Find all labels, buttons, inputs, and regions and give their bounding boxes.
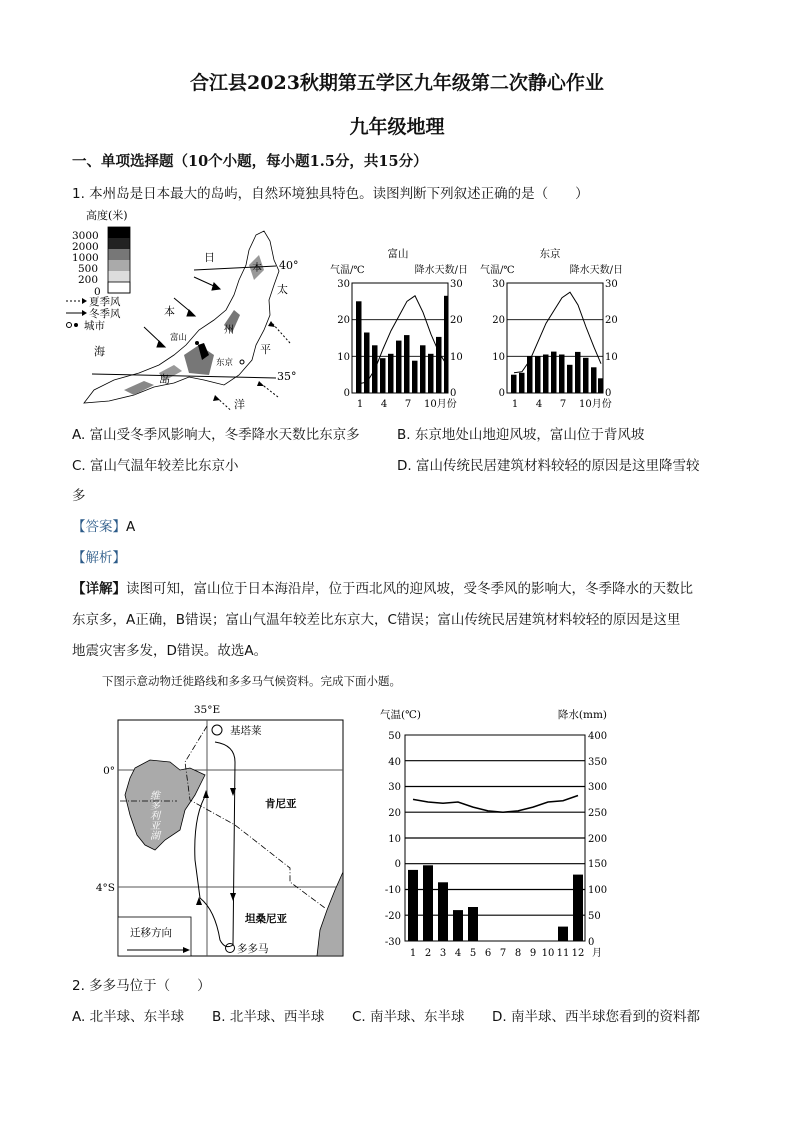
svg-text:5: 5 — [469, 948, 477, 959]
svg-text:1: 1 — [511, 399, 519, 410]
svg-text:50: 50 — [588, 911, 601, 922]
svg-text:200: 200 — [588, 834, 608, 845]
svg-text:35°E: 35°E — [193, 704, 221, 716]
temperature-line — [413, 796, 578, 813]
lake-victoria-shape — [125, 760, 205, 850]
svg-text:本: 本 — [252, 263, 262, 274]
toyama-climate-chart — [330, 245, 470, 413]
svg-text:海: 海 — [94, 345, 105, 358]
svg-text:东京: 东京 — [216, 358, 234, 368]
q2-option-a[interactable]: A. 北半球、东半球 — [72, 1009, 185, 1025]
svg-text:太: 太 — [277, 283, 288, 296]
svg-text:10: 10 — [605, 352, 618, 363]
svg-text:20: 20 — [605, 315, 618, 326]
svg-text:150: 150 — [588, 859, 608, 870]
svg-text:0: 0 — [94, 286, 101, 298]
svg-text:7: 7 — [404, 399, 412, 410]
svg-text:10月份: 10月份 — [424, 399, 457, 410]
svg-text:降水(mm): 降水(mm) — [557, 709, 607, 721]
svg-text:6: 6 — [484, 948, 492, 959]
svg-text:10: 10 — [492, 352, 505, 363]
q1-option-d[interactable]: D. 富山传统民居建筑材料较轻的原因是这里降雪较 — [397, 458, 700, 474]
svg-text:0: 0 — [588, 937, 595, 948]
svg-text:7: 7 — [499, 948, 507, 959]
svg-text:200: 200 — [78, 274, 99, 286]
svg-text:4: 4 — [380, 399, 388, 410]
detail-line-3: 地震灾害多发，D错误。故选A。 — [72, 643, 268, 659]
q1-option-d-continued: 多 — [72, 488, 86, 504]
answer-row — [72, 515, 135, 535]
question-1-stem: 1. 本州岛是日本最大的岛屿，自然环境独具特色。读图判断下列叙述正确的是（ ） — [72, 186, 589, 202]
svg-text:0: 0 — [450, 388, 457, 399]
svg-text:30: 30 — [337, 279, 350, 290]
precip-days-bars — [511, 352, 603, 393]
dodoma-climate-chart — [375, 705, 610, 963]
svg-text:10: 10 — [337, 352, 350, 363]
elevation-legend — [72, 227, 130, 298]
svg-text:250: 250 — [588, 808, 608, 819]
svg-text:维多利亚湖: 维多利亚湖 — [147, 790, 159, 840]
svg-text:30: 30 — [605, 279, 618, 290]
svg-text:30: 30 — [388, 782, 401, 793]
svg-text:气温/℃: 气温/℃ — [330, 265, 365, 276]
svg-text:50: 50 — [388, 731, 401, 742]
svg-text:20: 20 — [337, 315, 350, 326]
svg-text:-30: -30 — [384, 937, 401, 948]
svg-text:100: 100 — [588, 885, 608, 896]
svg-text:城市: 城市 — [84, 320, 105, 332]
svg-text:州: 州 — [224, 325, 234, 336]
svg-text:1: 1 — [409, 948, 417, 959]
japan-map — [64, 205, 316, 410]
q1-option-c[interactable]: C. 富山气温年较差比东京小 — [72, 458, 239, 474]
svg-text:多多马: 多多马 — [237, 943, 269, 955]
svg-text:350: 350 — [588, 757, 608, 768]
svg-text:10: 10 — [541, 948, 555, 959]
svg-text:4: 4 — [535, 399, 543, 410]
precipitation-bars — [408, 865, 583, 941]
svg-text:肯尼亚: 肯尼亚 — [265, 798, 297, 810]
analysis-label: 【解析】 — [72, 550, 126, 566]
svg-text:2: 2 — [424, 948, 432, 959]
svg-text:气温/℃: 气温/℃ — [480, 265, 515, 276]
svg-text:9: 9 — [529, 948, 537, 959]
svg-text:30: 30 — [450, 279, 463, 290]
svg-text:10: 10 — [388, 834, 401, 845]
detail-line-1: 【详解】读图可知，富山位于日本海沿岸，位于西北风的迎风坡，受冬季风的影响大，冬季降水的天数比 — [72, 581, 693, 597]
border-line — [185, 726, 325, 908]
svg-text:1: 1 — [356, 399, 364, 410]
svg-text:20: 20 — [388, 808, 401, 819]
svg-text:3: 3 — [439, 948, 447, 959]
q2-option-b[interactable]: B. 北半球、西半球 — [212, 1009, 325, 1025]
page-title: 合江县2023秋期第五学区九年级第二次静心作业 — [190, 72, 604, 94]
svg-text:降水天数/日: 降水天数/日 — [569, 265, 623, 276]
svg-text:平: 平 — [260, 343, 271, 356]
svg-text:本: 本 — [164, 305, 175, 318]
svg-text:20: 20 — [450, 315, 463, 326]
tokyo-climate-chart — [480, 245, 625, 413]
detail-line-2: 东京多，A正确，B错误；富山气温年较差比东京大，C错误；富山传统民居建筑材料较轻的原因是这里 — [72, 612, 681, 628]
svg-text:2000: 2000 — [72, 241, 99, 253]
svg-text:东京: 东京 — [539, 248, 561, 260]
svg-text:35°: 35° — [277, 370, 297, 383]
svg-text:富山: 富山 — [387, 248, 409, 260]
kitale-city-icon — [212, 725, 222, 735]
svg-text:8: 8 — [514, 948, 522, 959]
svg-text:基塔莱: 基塔莱 — [230, 725, 262, 737]
svg-text:坦桑尼亚: 坦桑尼亚 — [245, 913, 287, 925]
svg-text:0: 0 — [498, 388, 505, 399]
migration-map — [95, 700, 345, 962]
svg-text:月: 月 — [592, 948, 602, 959]
svg-text:4: 4 — [454, 948, 462, 959]
svg-text:10: 10 — [450, 352, 463, 363]
section-heading: 一、单项选择题（10个小题，每小题1.5分，共15分） — [72, 153, 428, 170]
svg-text:7: 7 — [559, 399, 567, 410]
q1-option-a[interactable]: A. 富山受冬季风影响大，冬季降水天数比东京多 — [72, 427, 360, 443]
svg-text:12: 12 — [571, 948, 585, 959]
svg-text:0°: 0° — [103, 765, 115, 777]
svg-text:夏季风: 夏季风 — [89, 296, 121, 308]
svg-text:11: 11 — [556, 948, 570, 959]
svg-text:0: 0 — [343, 388, 350, 399]
toyama-city-icon — [195, 341, 199, 345]
page-subtitle: 九年级地理 — [349, 116, 445, 138]
answer-label: 【答案】 — [72, 519, 126, 535]
svg-text:降水天数/日: 降水天数/日 — [414, 265, 468, 276]
answer-value: A — [126, 519, 136, 535]
svg-text:40: 40 — [388, 757, 401, 768]
svg-text:500: 500 — [78, 263, 99, 275]
svg-text:冬季风: 冬季风 — [89, 308, 121, 320]
svg-text:气温(℃): 气温(℃) — [380, 709, 421, 721]
svg-text:40°: 40° — [279, 259, 299, 272]
detail-label: 【详解】 — [72, 581, 126, 597]
svg-text:富山: 富山 — [170, 333, 188, 343]
svg-text:迁移方向: 迁移方向 — [130, 927, 172, 939]
svg-text:3000: 3000 — [72, 230, 99, 242]
svg-text:0: 0 — [394, 859, 401, 870]
svg-text:400: 400 — [588, 731, 608, 742]
svg-text:岛: 岛 — [159, 373, 170, 386]
svg-text:0: 0 — [605, 388, 612, 399]
q1-option-b[interactable]: B. 东京地处山地迎风坡，富山位于背风坡 — [397, 427, 645, 443]
legend-title: 高度(米) — [86, 209, 128, 222]
q2-option-d[interactable]: D. 南半球、西半球您看到的资料都 — [492, 1009, 700, 1025]
svg-text:300: 300 — [588, 782, 608, 793]
svg-text:20: 20 — [492, 315, 505, 326]
svg-text:30: 30 — [492, 279, 505, 290]
question-2-stem: 2. 多多马位于（ ） — [72, 978, 211, 994]
svg-text:日: 日 — [204, 251, 215, 264]
svg-text:洋: 洋 — [234, 398, 245, 410]
city-legend-icon — [67, 323, 72, 328]
svg-text:1000: 1000 — [72, 252, 99, 264]
svg-text:-10: -10 — [384, 885, 401, 896]
intro-question-2: 下图示意动物迁徙路线和多多马气候资料。完成下面小题。 — [102, 674, 401, 688]
coast-shape — [317, 872, 343, 956]
svg-text:4°S: 4°S — [95, 882, 115, 894]
q2-option-c[interactable]: C. 南半球、东半球 — [352, 1009, 465, 1025]
svg-text:10月份: 10月份 — [579, 399, 612, 410]
svg-text:-20: -20 — [384, 911, 401, 922]
